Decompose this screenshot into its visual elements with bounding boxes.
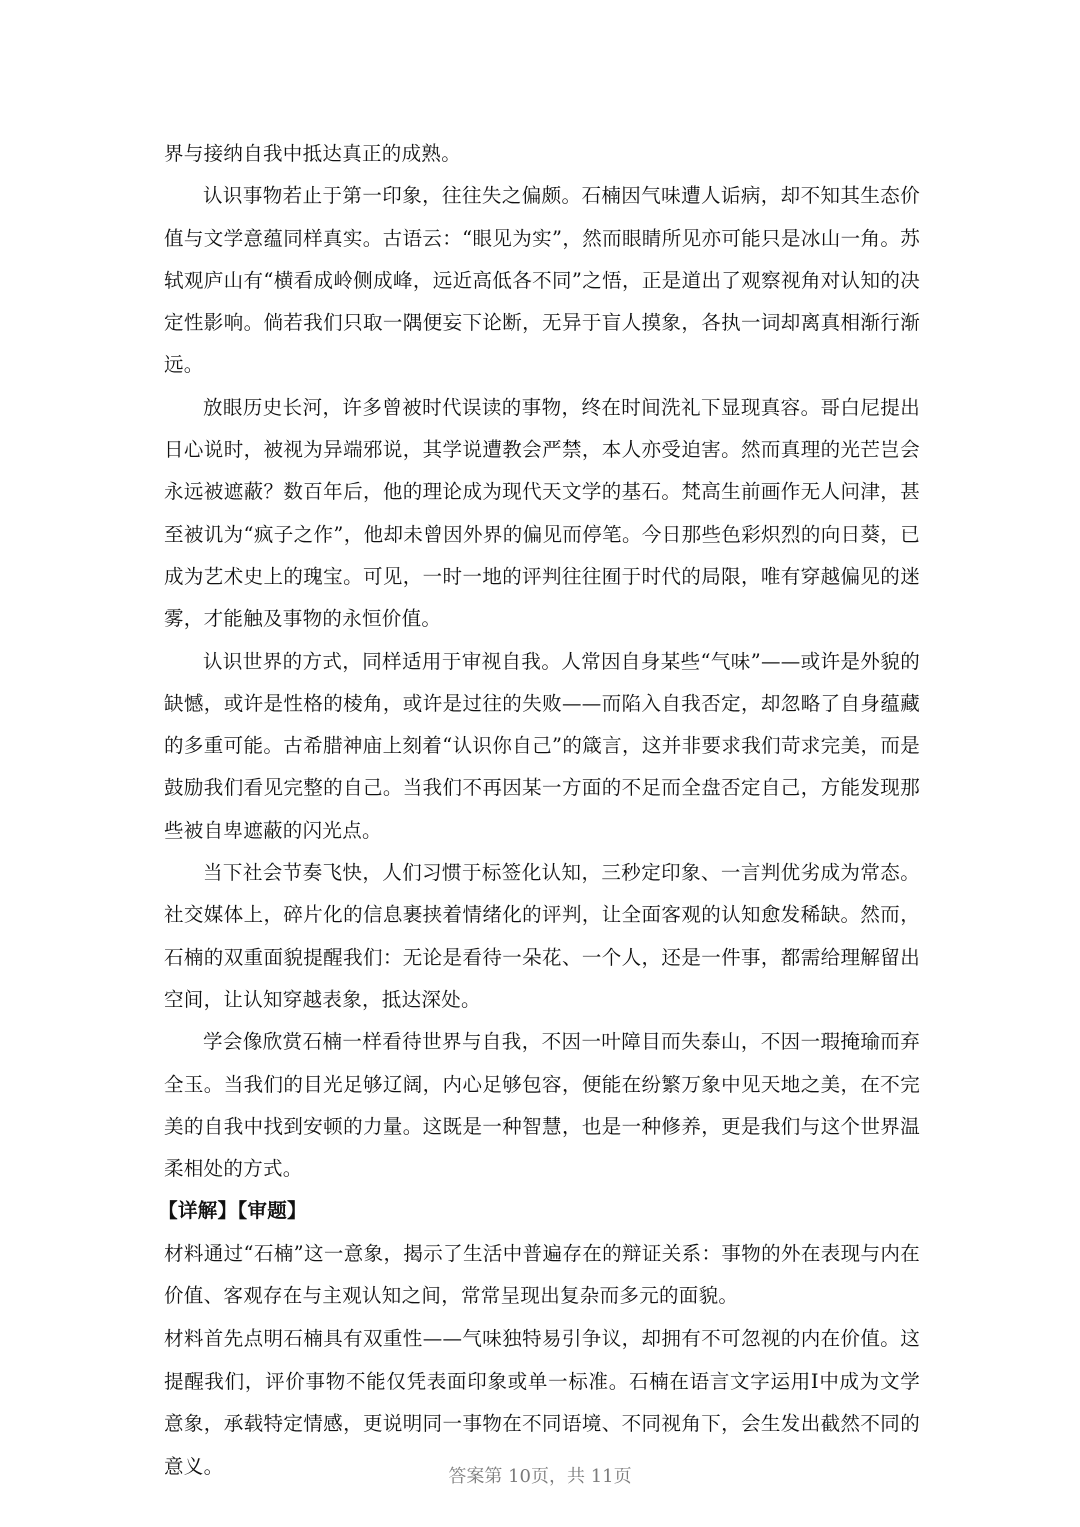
paragraph-first-impression: 认识事物若止于第一印象，往往失之偏颇。石楠因气味遭人诟病，却不知其生态价值与文学意蕴同样真实。古语云：“眼见为实”，然而眼睛所见亦可能只是冰山一角。苏轼观庐山有“横看成岭侧成峰，远近高低各不同”之悟，正是道出了观察视角对认知的决定性影响。倘若我们只取一隅便妄下论断，无异于盲人摸象，各执一词却离真相渐行渐远。 xyxy=(164,184,920,377)
paragraph-self-examination: 认识世界的方式，同样适用于审视自我。人常因自身某些“气味”——或许是外貌的缺憾，或许是性格的棱角，或许是过往的失败——而陷入自我否定，却忽略了自身蕴藏的多重可能。古希腊神庙上刻着“认识你自己”的箴言，这并非要求我们苛求完美，而是鼓励我们看见完整的自己。当我们不再因某一方面的不足而全盘否定自己，方能发现那些被自卑遮蔽的闪光点。 xyxy=(164,649,920,842)
analysis-paragraph-2: 材料首先点明石楠具有双重性——气味独特易引争议，却拥有不可忽视的内在价值。这提醒我们，评价事物不能仅凭表面印象或单一标准。石楠在语言文字运用Ⅰ中成为文学意象，承载特定情感，更说明同一事物在不同语境、不同视角下，会生发出截然不同的意义。 xyxy=(164,1326,920,1478)
document-body xyxy=(158,133,920,1488)
paragraph-modern-society: 当下社会节奏飞快，人们习惯于标签化认知，三秒定印象、一言判优劣成为常态。社交媒体上，碎片化的信息裹挟着情绪化的评判，让全面客观的认知愈发稀缺。然而，石楠的双重面貌提醒我们：无论是看待一朵花、一个人，还是一件事，都需给理解留出空间，让认知穿越表象，抵达深处。 xyxy=(164,861,920,1011)
analysis-heading: 【详解】【审题】 xyxy=(158,1199,307,1223)
paragraph-history: 放眼历史长河，许多曾被时代误读的事物，终在时间洗礼下显现真容。哥白尼提出日心说时，被视为异端邪说，其学说遭教会严禁，本人亦受迫害。然而真理的光芒岂会永远被遮蔽？数百年后，他的理论成为现代天文学的基石。梵高生前画作无人问津，甚至被讥为“疯子之作”，他却未曾因外界的偏见而停笔。今日那些色彩炽烈的向日葵，已成为艺术史上的瑰宝。可见，一时一地的评判往往囿于时代的局限，唯有穿越偏见的迷雾，才能触及事物的永恒价值。 xyxy=(164,395,920,631)
analysis-paragraph-1: 材料通过“石楠”这一意象，揭示了生活中普遍存在的辩证关系：事物的外在表现与内在价值、客观存在与主观认知之间，常常呈现出复杂而多元的面貌。 xyxy=(164,1241,920,1308)
paragraph-continuation: 界与接纳自我中抵达真正的成熟。 xyxy=(164,142,462,165)
page-footer: 答案第 10页，共 11页 xyxy=(448,1466,632,1487)
paragraph-conclusion: 学会像欣赏石楠一样看待世界与自我，不因一叶障目而失泰山，不因一瑕掩瑜而弃全玉。当我们的目光足够辽阔，内心足够包容，便能在纷繁万象中见天地之美，在不完美的自我中找到安顿的力量。这既是一种智慧，也是一种修养，更是我们与这个世界温柔相处的方式。 xyxy=(164,1030,920,1181)
